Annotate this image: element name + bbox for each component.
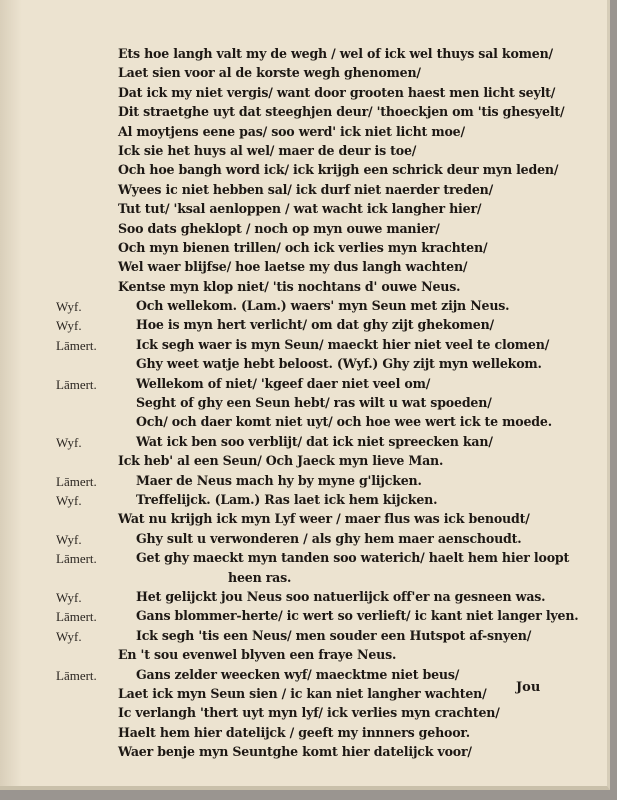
verse-text: Wyees ic niet hebben sal/ ick durf niet naerder treden/: [118, 181, 493, 197]
speaker-label: Lāmert.: [56, 473, 97, 489]
text-line: [0, 143, 607, 162]
verse-text: Het gelijckt jou Neus soo natuerlijck off'er na gesneen was.: [136, 588, 546, 604]
verse-text: Gans zelder weecken wyf/ maecktme niet beus/: [136, 666, 460, 682]
text-line: [0, 337, 607, 356]
text-line: [0, 46, 607, 65]
speaker-label: Lāmert.: [56, 337, 97, 353]
text-line: [0, 298, 607, 317]
verse-text: Get ghy maeckt myn tanden soo waterich/ haelt hem hier loopt: [136, 550, 570, 566]
verse-text: Dat ick my niet vergis/ want door grooten haest men licht seylt/: [118, 84, 556, 100]
verse-text: Maer de Neus mach hy by myne g'lijcken.: [136, 472, 422, 488]
text-line: [0, 240, 607, 259]
text-line: [0, 201, 607, 220]
text-line: [0, 376, 607, 395]
verse-text: Och myn bienen trillen/ och ick verlies myn krachten/: [118, 239, 488, 255]
verse-text: En 't sou evenwel blyven een fraye Neus.: [118, 647, 397, 663]
speaker-label: Wyf.: [56, 589, 82, 605]
verse-text: Treffelijck. (Lam.) Ras laet ick hem kijcken.: [136, 491, 438, 507]
verse-text: Wel waer blijfse/ hoe laetse my dus langh wachten/: [118, 259, 468, 275]
verse-text: Ick segh waer is myn Seun/ maeckt hier niet veel te clomen/: [136, 336, 550, 352]
text-line: [0, 434, 607, 453]
catchword: Jou: [516, 680, 541, 695]
text-line: [0, 182, 607, 201]
verse-text: Wellekom of niet/ 'kgeef daer niet veel om/: [136, 375, 431, 391]
text-line: [0, 317, 607, 336]
text-line: [0, 414, 607, 433]
verse-text: Ick segh 'tis een Neus/ men souder een Hutspot af-snyen/: [136, 627, 532, 643]
verse-text: Soo dats gheklopt / noch op myn ouwe manier/: [118, 220, 440, 236]
text-line: [0, 162, 607, 181]
text-line: [0, 511, 607, 530]
verse-text: Och wellekom. (Lam.) waers' myn Seun met zijn Neus.: [136, 298, 510, 314]
verse-text: Ghy weet watje hebt beloost. (Wyf.) Ghy zijt myn wellekom.: [136, 356, 542, 372]
verse-text: Wat nu krijgh ick myn Lyf weer / maer flus was ick benoudt/: [118, 511, 530, 527]
verse-text: Seght of ghy een Seun hebt/ ras wilt u wat spoeden/: [136, 395, 492, 411]
verse-text: Laet ick myn Seun sien / ic kan niet langher wachten/: [118, 685, 487, 701]
text-line: [0, 628, 607, 647]
verse-text: Haelt hem hier datelijck / geeft my innners gehoor.: [118, 724, 470, 740]
speaker-label: Lāmert.: [56, 667, 97, 683]
text-line: [0, 104, 607, 123]
verse-text: Ic verlangh 'thert uyt myn lyf/ ick verlies myn crachten/: [118, 705, 500, 721]
text-line: [0, 65, 607, 84]
verse-text: Tut tut/ 'ksal aenloppen / wat wacht ick langher hier/: [118, 201, 482, 217]
text-line: [0, 473, 607, 492]
verse-text: Och/ och daer komt niet uyt/ och hoe wee wert ick te moede.: [136, 414, 552, 430]
verse-text: Al moytjens eene pas/ soo werd' ick niet licht moe/: [118, 123, 465, 139]
text-line: [0, 531, 607, 550]
text-line: [0, 705, 607, 724]
verse-text: Ghy sult u verwonderen / als ghy hem maer aenschoudt.: [136, 530, 522, 546]
speaker-label: Lāmert.: [56, 551, 97, 567]
text-block: [0, 46, 607, 763]
text-line: [0, 453, 607, 472]
verse-text: Gans blommer-herte/ ic wert so verlieft/ ic kant niet langer lyen.: [136, 608, 579, 624]
speaker-label: Lāmert.: [56, 376, 97, 392]
speaker-label: Lāmert.: [56, 609, 97, 625]
verse-text: Ick heb' al een Seun/ Och Jaeck myn lieve Man.: [118, 453, 444, 469]
verse-text: Kentse myn klop niet/ 'tis nochtans d' ouwe Neus.: [118, 278, 461, 294]
verse-text: Hoe is myn hert verlicht/ om dat ghy zijt ghekomen/: [136, 317, 494, 333]
speaker-label: Wyf.: [56, 492, 82, 508]
verse-text: Ick sie het huys al wel/ maer de deur is toe/: [118, 142, 417, 158]
speaker-label: Wyf.: [56, 531, 82, 547]
text-line: [0, 124, 607, 143]
text-line: [0, 570, 607, 589]
text-line: [0, 550, 607, 569]
text-line: [0, 492, 607, 511]
text-line: [0, 259, 607, 278]
verse-text: heen ras.: [228, 569, 292, 585]
verse-text: Dit straetghe uyt dat steeghjen deur/ 'thoeckjen om 'tis ghesyelt/: [118, 104, 565, 120]
text-line: [0, 356, 607, 375]
text-line: [0, 647, 607, 666]
verse-text: Ets hoe langh valt my de wegh / wel of ick wel thuys sal komen/: [118, 46, 553, 61]
speaker-label: Wyf.: [56, 318, 82, 334]
text-line: [0, 725, 607, 744]
verse-text: Waer benje myn Seuntghe komt hier datelijck voor/: [118, 744, 472, 760]
text-line: [0, 589, 607, 608]
speaker-label: Wyf.: [56, 299, 82, 315]
text-line: [0, 221, 607, 240]
text-line: [0, 85, 607, 104]
text-line: [0, 744, 607, 763]
speaker-label: Wyf.: [56, 628, 82, 644]
verse-text: Och hoe bangh word ick/ ick krijgh een schrick deur myn leden/: [118, 162, 559, 178]
verse-text: Laet sien voor al de korste wegh ghenomen/: [118, 65, 421, 81]
text-line: [0, 279, 607, 298]
text-line: [0, 395, 607, 414]
text-line: [0, 608, 607, 627]
verse-text: Wat ick ben soo verblijt/ dat ick niet spreecken kan/: [136, 433, 493, 449]
speaker-label: Wyf.: [56, 434, 82, 450]
